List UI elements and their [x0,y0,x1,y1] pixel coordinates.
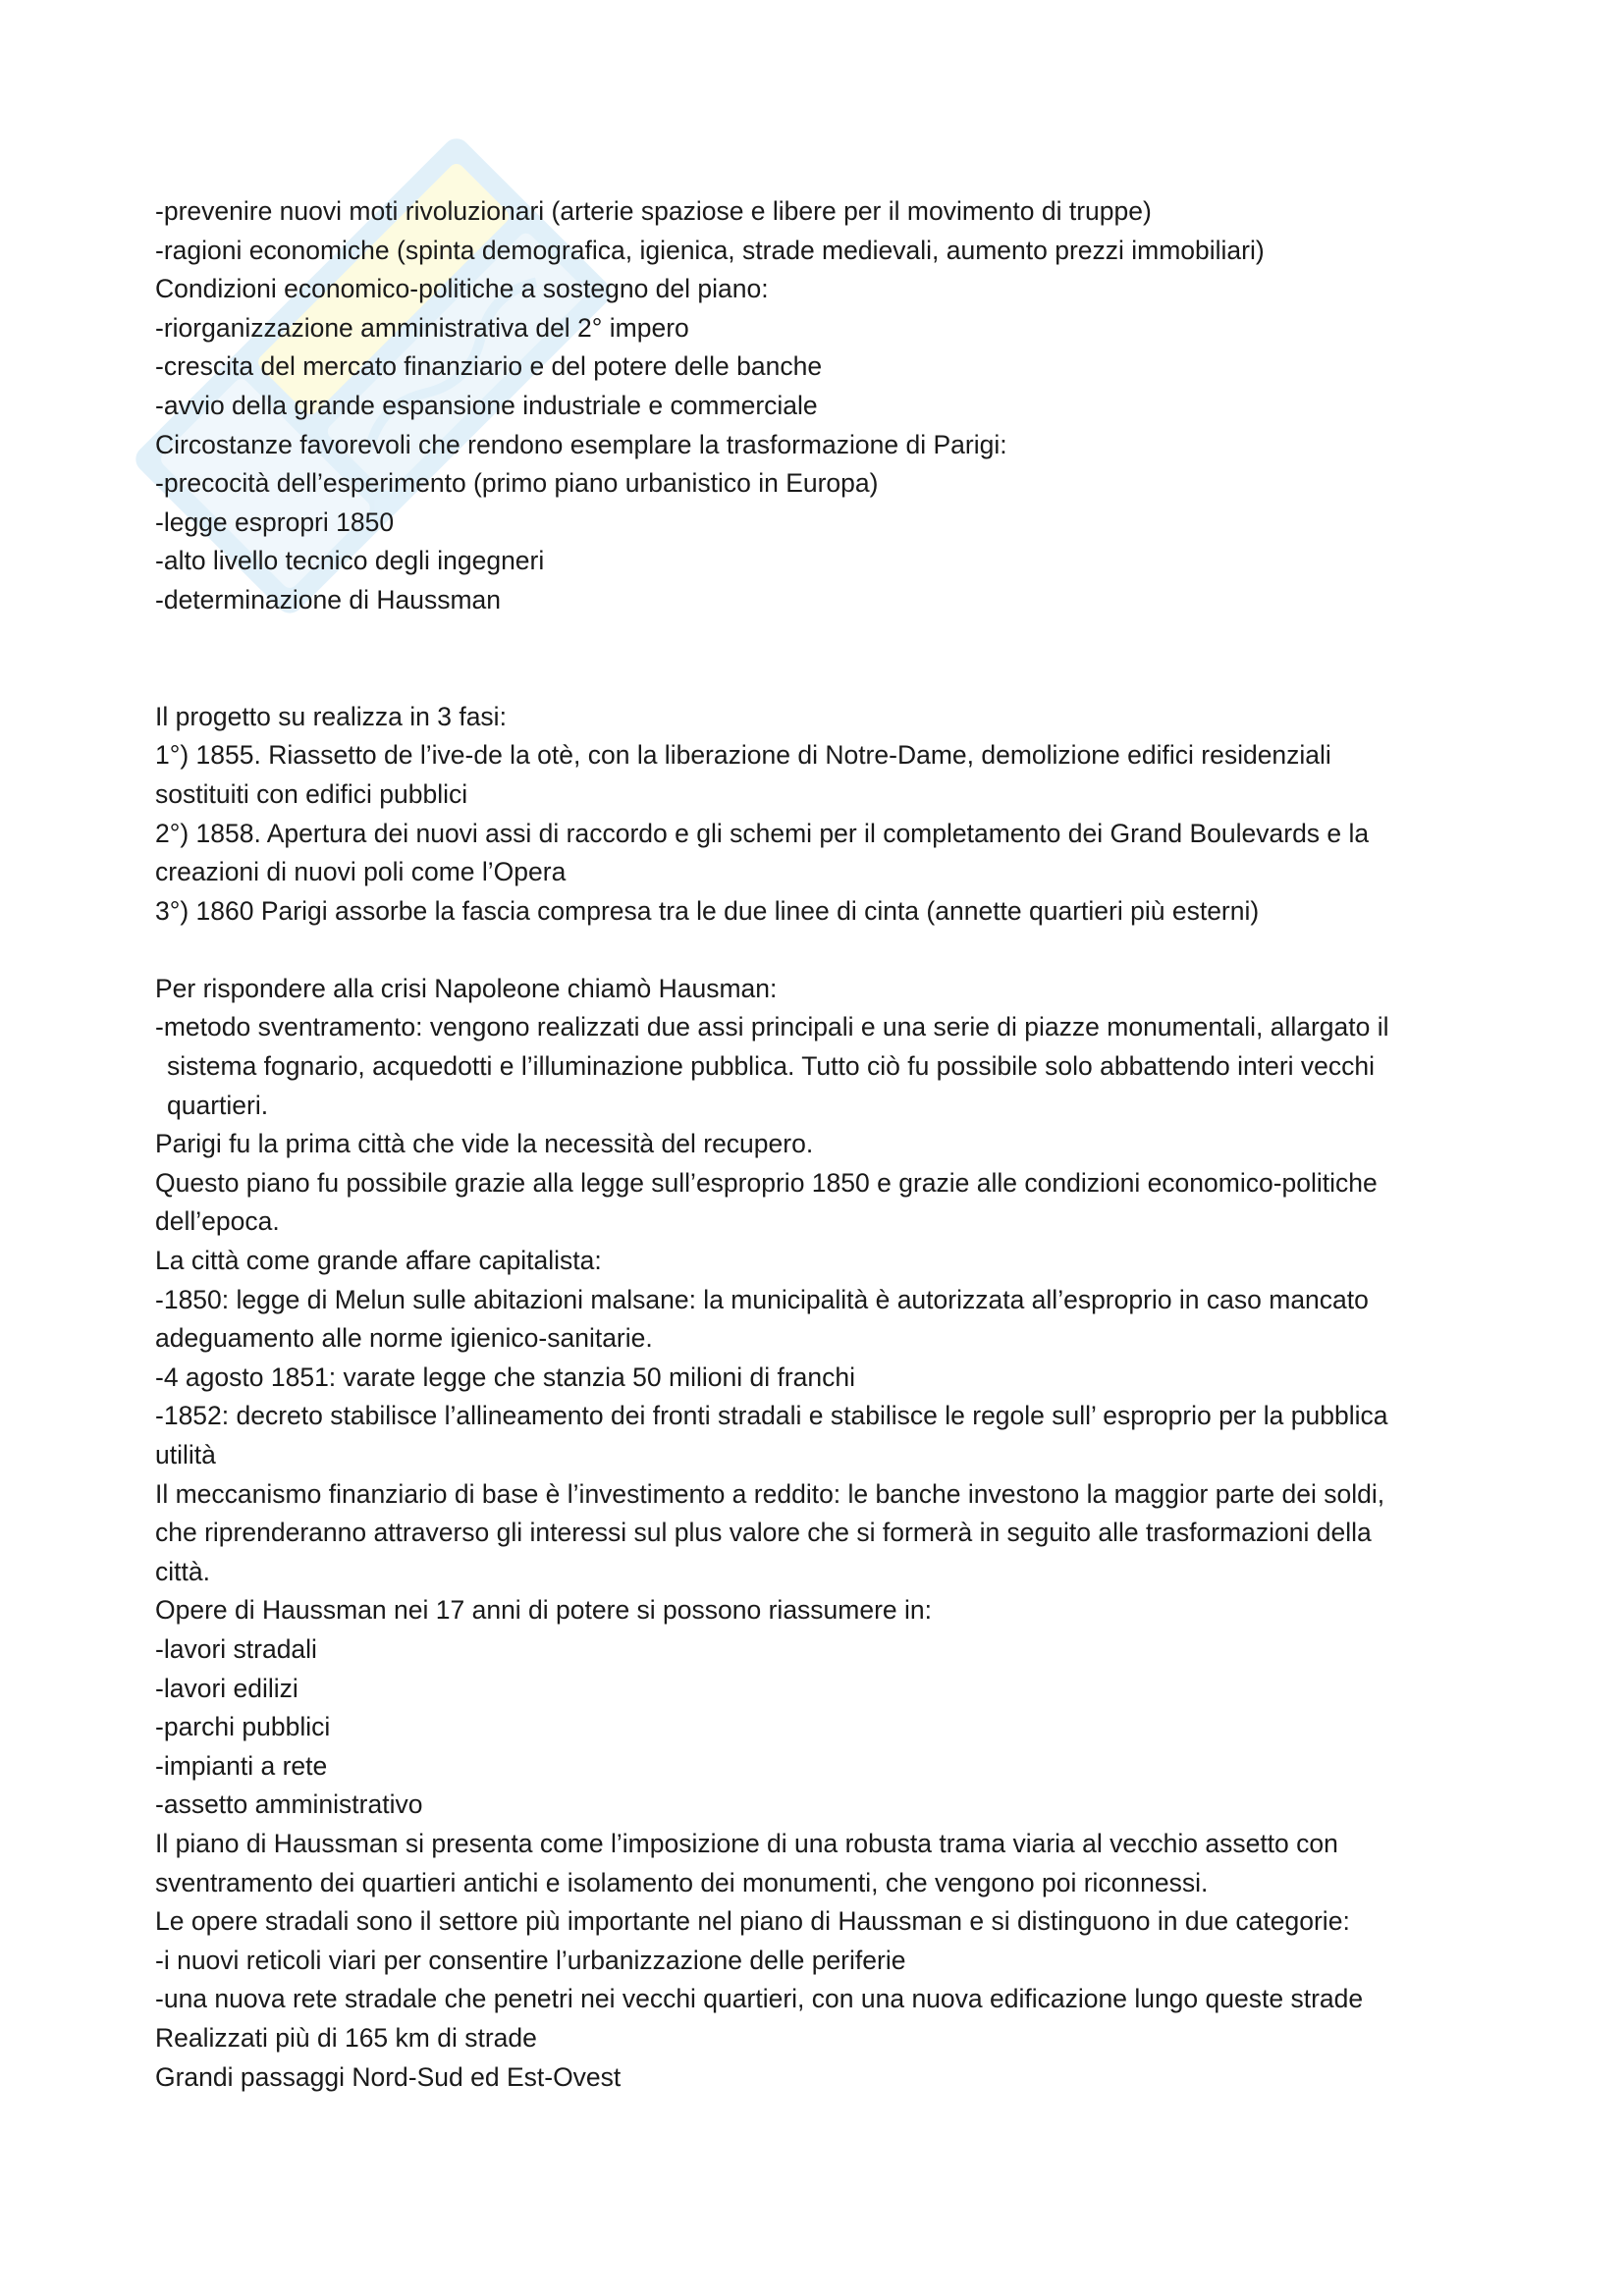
text-line: Per rispondere alla crisi Napoleone chiamò Hausman: [155,973,778,1003]
text-line: Le opere stradali sono il settore più importante nel piano di Haussman e si distinguono in due categorie: [155,1906,1350,1937]
text-line: Condizioni economico-politiche a sostegno del piano: [155,274,769,304]
text-line: Grandi passaggi Nord-Sud ed Est-Ovest [155,2061,622,2092]
text-line: Il meccanismo finanziario di base è l’investimento a reddito: le banche investono la maggior parte dei soldi, [155,1478,1385,1509]
text-line: -impianti a rete [155,1750,328,1781]
text-line: -1850: legge di Melun sulle abitazioni malsane: la municipalità è autorizzata all’esproprio in caso mancato [155,1284,1369,1314]
text-line: Realizzati più di 165 km di strade [155,2022,537,2053]
section-project-phases [155,698,1530,932]
section-plan-reasons [155,192,1530,620]
text-line: sventramento dei quartieri antichi e isolamento dei monumenti, che vengono poi riconnessi. [155,1867,1209,1897]
text-line: 2°) 1858. Apertura dei nuovi assi di raccordo e gli schemi per il completamento dei Grand Boulevards e la [155,818,1370,848]
text-line: quartieri. [167,1090,269,1120]
text-line: -determinazione di Haussman [155,584,502,614]
text-line: -avvio della grande espansione industriale e commerciale [155,390,818,420]
text-line: -lavori edilizi [155,1673,298,1703]
text-line: utilità [155,1440,216,1469]
text-line: adeguamento alle norme igienico-sanitarie. [155,1323,653,1354]
text-line: -legge espropri 1850 [155,507,395,537]
text-line: -metodo sventramento: vengono realizzati due assi principali e una serie di piazze monumentali, allargato il [155,1012,1389,1042]
text-line: -precocità dell’esperimento (primo piano urbanistico in Europa) [155,468,879,499]
text-line: sistema fognario, acquedotti e l’illuminazione pubblica. Tutto ciò fu possibile solo abbattendo interi vecchi [167,1051,1376,1082]
text-line: Circostanze favorevoli che rendono esemplare la trasformazione di Parigi: [155,429,1007,459]
document-body [155,192,1530,2097]
text-line: -una nuova rete stradale che penetri nei vecchi quartieri, con una nuova edificazione lungo queste strade [155,1984,1364,2014]
text-line: -i nuovi reticoli viari per consentire l’urbanizzazione delle periferie [155,1945,906,1975]
text-line: dell’epoca. [155,1206,280,1237]
text-line: -assetto amministrativo [155,1789,423,1820]
text-line: -lavori stradali [155,1633,317,1664]
text-line: sostituiti con edifici pubblici [155,778,468,809]
text-line: -ragioni economiche (spinta demografica, igienica, strade medievali, aumento prezzi immobiliari) [155,235,1265,265]
text-line: città. [155,1556,210,1586]
text-line: 1°) 1855. Riassetto de l’ive-de la otè, con la liberazione di Notre-Dame, demolizione edifici residenziali [155,740,1331,771]
text-line: Questo piano fu possibile grazie alla legge sull’esproprio 1850 e grazie alle condizioni economico-politiche [155,1167,1378,1198]
text-line: che riprenderanno attraverso gli interessi sul plus valore che si formerà in seguito alle trasformazioni della [155,1518,1372,1548]
text-line: -alto livello tecnico degli ingegneri [155,546,545,576]
text-line: -crescita del mercato finanziario e del potere delle banche [155,351,823,382]
text-line: Il piano di Haussman si presenta come l’imposizione di una robusta trama viaria al vecchio assetto con [155,1828,1338,1858]
text-line: -riorganizzazione amministrativa del 2° impero [155,312,689,343]
text-line: La città come grande affare capitalista: [155,1246,602,1276]
text-line: 3°) 1860 Parigi assorbe la fascia compresa tra le due linee di cinta (annette quartieri più esterni) [155,895,1260,926]
text-line: Parigi fu la prima città che vide la necessità del recupero. [155,1129,814,1159]
section-haussman-works [155,970,1530,2097]
text-line: -prevenire nuovi moti rivoluzionari (arterie spaziose e libere per il movimento di truppe) [155,196,1152,226]
text-line: Il progetto su realizza in 3 fasi: [155,701,507,731]
text-line: -4 agosto 1851: varate legge che stanzia 50 milioni di franchi [155,1362,855,1392]
text-line: creazioni di nuovi poli come l’Opera [155,857,567,887]
text-line: Opere di Haussman nei 17 anni di potere si possono riassumere in: [155,1595,933,1626]
text-line: -parchi pubblici [155,1712,331,1742]
spacer [155,620,1530,698]
text-line: -1852: decreto stabilisce l’allineamento dei fronti stradali e stabilisce le regole sull’ esproprio per la pubblica [155,1401,1388,1431]
spacer [155,931,1530,970]
